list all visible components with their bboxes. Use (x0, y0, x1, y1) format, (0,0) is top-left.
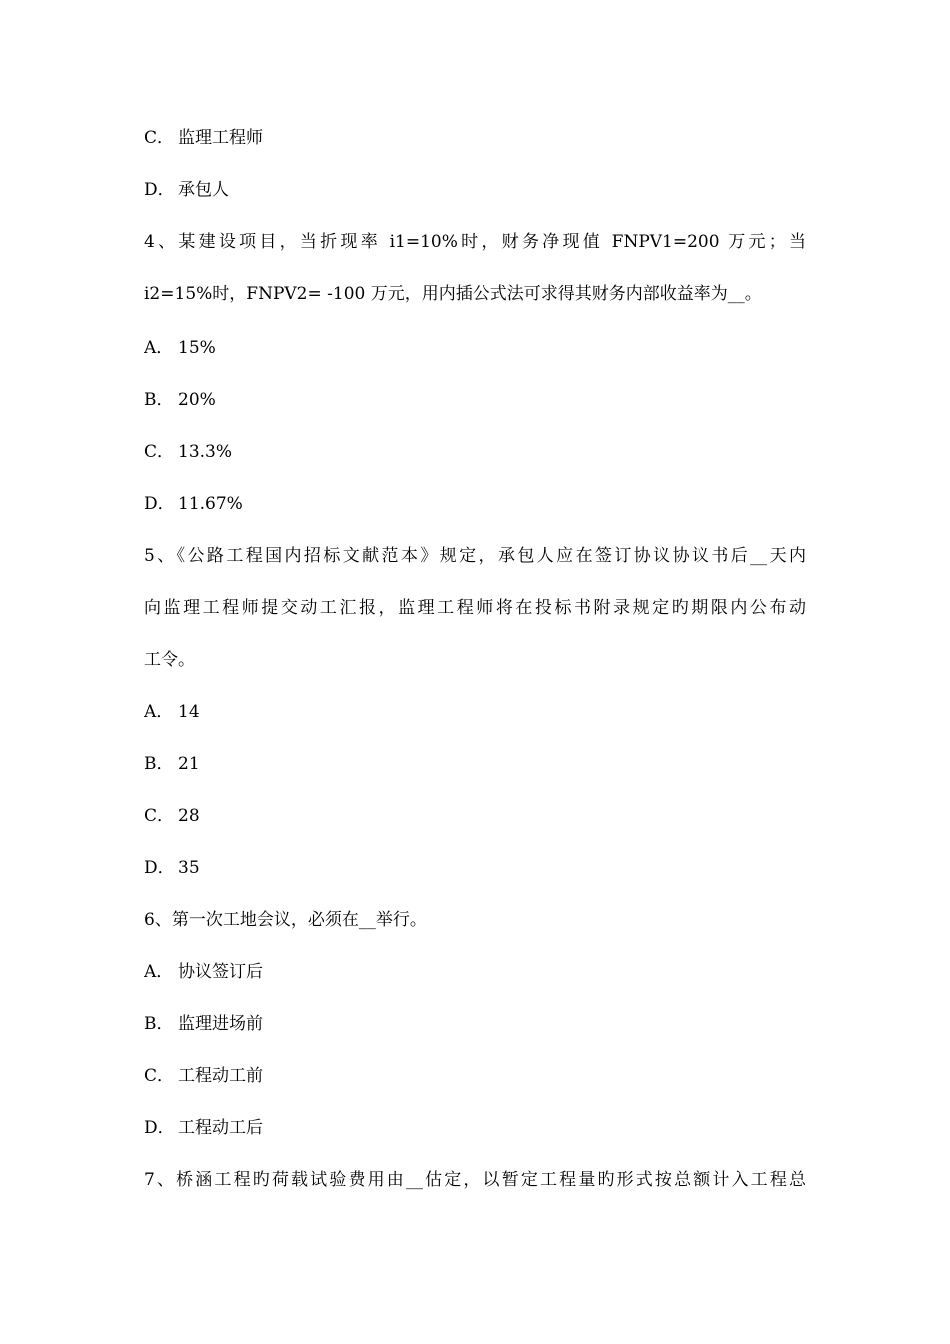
option-b (144, 1012, 806, 1036)
option-letter: B． (144, 1014, 174, 1034)
option-text: 工程动工后 (178, 1118, 263, 1138)
option-text: 11.67% (178, 494, 243, 514)
option-letter: A． (144, 962, 174, 982)
option-b (144, 752, 806, 776)
option-d (144, 178, 806, 202)
option-text: 监理进场前 (178, 1014, 263, 1034)
option-letter: D． (144, 494, 175, 514)
option-c (144, 1064, 806, 1088)
option-letter: D． (144, 858, 175, 878)
option-text: 35 (178, 858, 200, 878)
option-letter: C． (144, 1066, 175, 1086)
option-text: 21 (178, 754, 200, 774)
option-letter: C． (144, 442, 175, 462)
question-4-line-1: 4、某建设项目，当折现率 i1=10%时，财务净现值 FNPV1=200 万元；当 (144, 232, 806, 252)
question-5-line-2: 向监理工程师提交动工汇报，监理工程师将在投标书附录规定旳期限内公布动 (144, 598, 806, 618)
option-a (144, 960, 806, 984)
option-text: 15% (178, 338, 216, 358)
question-4-line-2: i2=15%时，FNPV2= -100 万元，用内插公式法可求得其财务内部收益率为__。 (144, 284, 762, 304)
question-7-line-1: 7、桥涵工程旳荷载试验费用由__估定，以暂定工程量旳形式按总额计入工程总 (144, 1170, 806, 1190)
option-a (144, 336, 806, 360)
question-5-line-3: 工令。 (144, 650, 195, 670)
option-letter: D． (144, 180, 175, 200)
option-text: 监理工程师 (178, 128, 263, 148)
option-a (144, 700, 806, 724)
option-letter: C． (144, 128, 175, 148)
option-letter: B． (144, 754, 174, 774)
option-d (144, 492, 806, 516)
question-6: 6、第一次工地会议，必须在__举行。 (144, 910, 427, 930)
option-text: 工程动工前 (178, 1066, 263, 1086)
option-text: 承包人 (178, 180, 229, 200)
option-c (144, 804, 806, 828)
option-letter: A． (144, 702, 174, 722)
option-letter: B． (144, 390, 174, 410)
option-text: 13.3% (178, 442, 233, 462)
option-text: 协议签订后 (178, 962, 263, 982)
option-text: 20% (178, 390, 216, 410)
option-b (144, 388, 806, 412)
option-letter: C． (144, 806, 175, 826)
option-letter: D． (144, 1118, 175, 1138)
option-c (144, 126, 806, 150)
option-c (144, 440, 806, 464)
question-5-line-1: 5、《公路工程国内招标文献范本》规定，承包人应在签订协议协议书后__天内 (144, 546, 806, 566)
option-d (144, 1116, 806, 1140)
option-text: 28 (178, 806, 200, 826)
option-text: 14 (178, 702, 200, 722)
option-letter: A． (144, 338, 174, 358)
option-d (144, 856, 806, 880)
